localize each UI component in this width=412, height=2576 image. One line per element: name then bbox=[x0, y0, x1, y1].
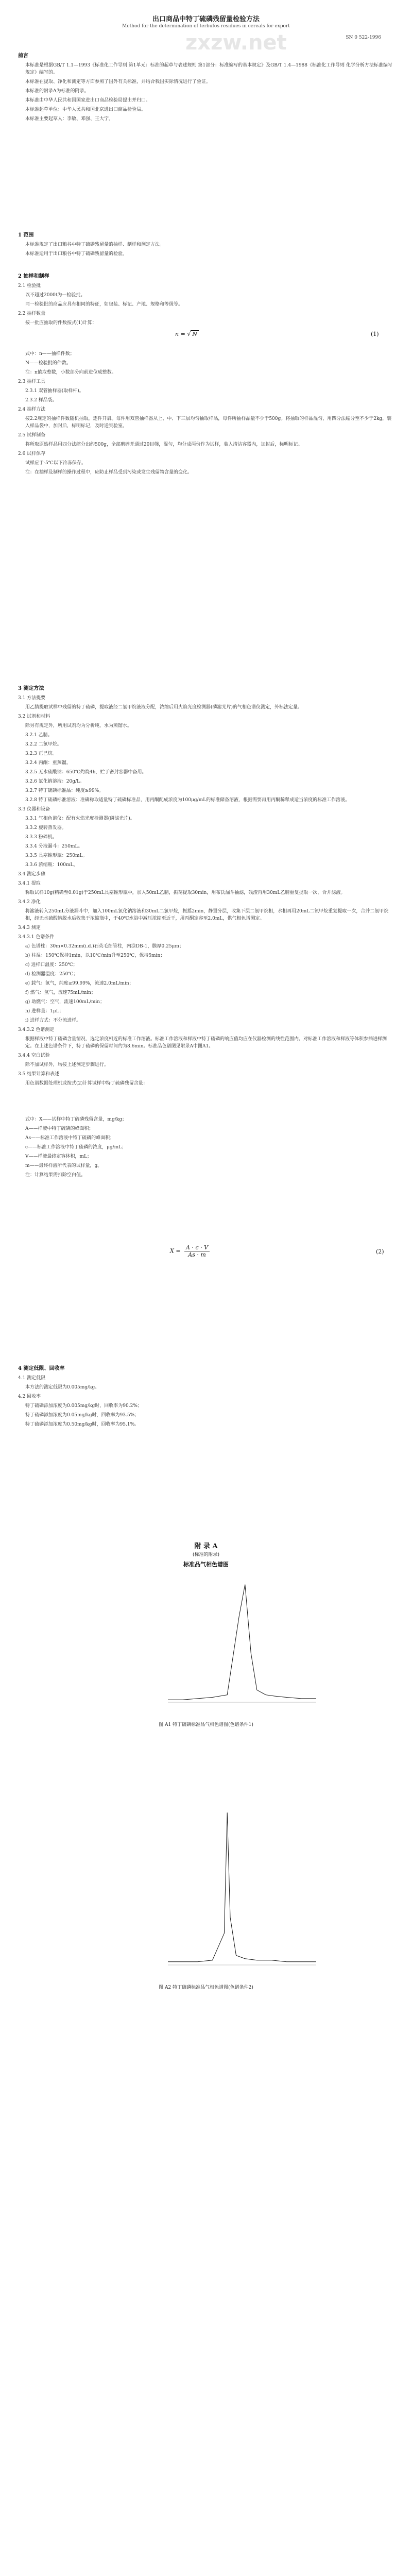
section-paragraph: A——样液中特丁硫磷的峰面积； bbox=[25, 1126, 94, 1131]
section-paragraph: m——最终样液所代表的试样量，g。 bbox=[25, 1163, 102, 1168]
section-paragraph: 3.2.3 正己烷。 bbox=[25, 751, 57, 756]
section-paragraph: N——检验批的件数。 bbox=[25, 361, 71, 366]
section-paragraph: 3.3.5 具塞锥形瓶：250mL。 bbox=[25, 853, 88, 858]
section-paragraph: c——标准工作溶液中特丁硫磷的浓度，μg/mL； bbox=[25, 1145, 127, 1150]
formula-number: (1) bbox=[371, 331, 379, 337]
section-paragraph: e) 载气：氮气，纯度≥99.99%，流速2.0mL/min； bbox=[25, 981, 134, 986]
section-paragraph: 特丁硫磷添加浓度为0.50mg/kg时，回收率为95.1%。 bbox=[25, 1422, 140, 1427]
section-paragraph: 根据样液中特丁硫磷含量情况，选定浓度相近的标准工作溶液。标准工作溶液和样液中特丁硫磷的响应值均应在仪器检测的线性范围内。对标准工作溶液和样液等体积参插进样测定。在上述色谱条件下，特丁硫磷的保留时间约为8.6min。标准品色谱图见附录A中图A1。 bbox=[25, 1037, 387, 1049]
section-recovery bbox=[18, 1360, 394, 1430]
chromatogram-trace bbox=[168, 1812, 316, 1962]
section-paragraph: 3.3 仪器和设备 bbox=[18, 807, 50, 812]
section-paragraph: b) 柱温：150℃保持1min，以10℃/min升至250℃，保持5min； bbox=[25, 953, 165, 958]
section-paragraph: c) 进样口温度：250℃； bbox=[25, 962, 78, 968]
section-paragraph: 按一批应抽取的件数按式(1)计算： bbox=[25, 320, 97, 326]
formula-sample-count: n = √ N (1) bbox=[175, 331, 379, 337]
section-paragraph: 3.2.2 二氯甲烷。 bbox=[25, 742, 62, 747]
formula-fraction bbox=[184, 1244, 210, 1258]
section-paragraph: As——标准工作溶液中特丁硫磷的峰面积； bbox=[25, 1136, 115, 1141]
section-paragraph: 2.6 试样保存 bbox=[18, 451, 46, 456]
section-paragraph: 本标准适用于出口粮谷中特丁硫磷残留量的检验。 bbox=[25, 251, 128, 257]
section-paragraph: 用乙腈提取试样中残留的特丁硫磷，提取液经二氯甲烷液液分配，浓缩后用火焰光度检测器(磷滤光片)的气相色谱仪测定，外标法定量。 bbox=[25, 705, 303, 710]
section-paragraph: 特丁硫磷添加浓度为0.05mg/kg时，回收率为93.5%； bbox=[25, 1413, 140, 1418]
section-paragraph: 3.3.2 旋转蒸发器。 bbox=[25, 825, 66, 831]
formula-radicand: N bbox=[191, 330, 199, 337]
figure-1-caption: 图 A1 特丁硫磷标准品气相色谱图(色谱条件1) bbox=[159, 1722, 253, 1727]
section-sampling bbox=[18, 268, 394, 478]
formula-numerator: A · c · V bbox=[184, 1244, 210, 1251]
section-paragraph: f) 燃气：氢气，流速75mL/min； bbox=[25, 990, 96, 995]
section-paragraph: h) 进样量：1μL； bbox=[25, 1009, 64, 1014]
foreword-paragraph: 本标准是根据GB/T 1.1—1993《标准化工作导则 第1单元：标准的起草与表述规则 第1部分：标准编写的基本规定》及GB/T 1.4—1988《标准化工作导则 化学分析方法标准编写规定》编写的。 bbox=[25, 63, 392, 75]
section-heading: 1 范围 bbox=[18, 232, 34, 238]
section-heading: 2 抽样和制样 bbox=[18, 274, 49, 279]
section-paragraph: 3.5 结果计算和表述 bbox=[18, 1072, 60, 1077]
section-paragraph: a) 色谱柱：30m×0.32mm(i.d.)石英毛细管柱，内涂DB-1，膜厚0.25μm； bbox=[25, 944, 184, 949]
section-paragraph: 3.4.1 提取 bbox=[18, 881, 41, 886]
annex-chart-title: 标准品气相色谱图 bbox=[183, 1561, 229, 1568]
section-paragraph: 用色谱数据处理机或按式(2)计算试样中特丁硫磷残留含量： bbox=[25, 1081, 148, 1086]
formula-lhs: n = bbox=[175, 331, 185, 337]
section-paragraph: V——样液最终定容体积，mL； bbox=[25, 1154, 92, 1159]
section-paragraph: 式中：X——试样中特丁硫磷残留含量，mg/kg； bbox=[25, 1117, 127, 1122]
section-paragraph: 3.2.7 特丁硫磷标准品：纯度≥99%。 bbox=[25, 788, 104, 793]
section-paragraph: 3.1 方法提要 bbox=[18, 696, 46, 701]
section-paragraph: 3.4.3.2 色谱测定 bbox=[18, 1027, 55, 1032]
section-paragraph: g) 助燃气：空气，流速100mL/min； bbox=[25, 999, 105, 1005]
section-scope bbox=[18, 227, 394, 260]
foreword-section bbox=[18, 47, 394, 125]
section-paragraph: 2.1 检验批 bbox=[18, 283, 41, 289]
chromatogram-figure-1 bbox=[165, 1577, 319, 1705]
section-paragraph: 注：计算结果需扣除空白值。 bbox=[25, 1173, 86, 1178]
section-heading: 4 测定低限、回收率 bbox=[18, 1366, 65, 1371]
section-paragraph: 2.3.2 样品袋。 bbox=[25, 398, 57, 403]
section-paragraph: 3.4.4 空白试验 bbox=[18, 1053, 50, 1058]
section-paragraph: 4.1 测定低限 bbox=[18, 1376, 46, 1381]
section-paragraph: 2.3.1 双管抽样器(取样杆)。 bbox=[25, 388, 84, 394]
section-paragraph: 3.2.8 特丁硫磷标准溶液：准确称取适量特丁硫磷标准品，用丙酮配成浓度为100μg/mL的标准储备溶液，根据需要再用丙酮稀释成适当浓度的标准工作溶液。 bbox=[25, 798, 350, 803]
section-paragraph: 3.3.6 浓缩瓶：100mL。 bbox=[25, 862, 78, 868]
section-paragraph: 3.2.5 无水硫酸钠：650℃灼烧4h，贮于密封容器中备用。 bbox=[25, 770, 147, 775]
section-paragraph: 2.2 抽样数量 bbox=[18, 311, 46, 316]
section-paragraph: 3.3.3 粉碎机。 bbox=[25, 835, 57, 840]
chromatogram-1-svg bbox=[165, 1577, 319, 1705]
section-paragraph: 式中：n——抽样件数； bbox=[25, 351, 75, 357]
section-paragraph: 将所取原始样品用四分法缩分出约500g，全部磨碎并通过20目筛，混匀，均分成两份作为试样，装入清洁容器内，加封后，标明标记。 bbox=[25, 442, 303, 447]
section-paragraph: 称取试样10g(精确至0.01g)于250mL具塞锥形瓶中，加入50mL乙腈，振荡提取30min，用布氏漏斗抽滤，残渣再用30mL乙腈重复提取一次，合并滤液。 bbox=[25, 890, 346, 895]
section-paragraph: 试样应于-5℃以下冷冻保存。 bbox=[25, 461, 86, 466]
section-paragraph: 除不加试样外，均按上述测定步骤进行。 bbox=[25, 1062, 109, 1067]
foreword-paragraph: 本标准起草单位：中华人民共和国北京进出口商品检验局。 bbox=[25, 107, 146, 112]
foreword-paragraph: 本标准的附录A为标准的附录。 bbox=[25, 89, 89, 94]
foreword-paragraph: 本标准主要起草人：李敏、邓强、王大宁。 bbox=[25, 116, 114, 122]
watermark-text: zxzw.net bbox=[185, 31, 287, 55]
section-paragraph: 3.2 试剂和材料 bbox=[18, 714, 50, 719]
section-paragraph: 2.5 试样制备 bbox=[18, 433, 46, 438]
formula-residue-content bbox=[170, 1244, 384, 1258]
section-paragraph: 以不超过2000t为一检验批。 bbox=[25, 293, 85, 298]
section-paragraph: 3.2.6 氯化钠溶液：20g/L。 bbox=[25, 779, 84, 784]
annex-subtitle: (标准的附录) bbox=[192, 1552, 220, 1557]
formula-number: (2) bbox=[376, 1248, 384, 1255]
section-paragraph: 按2.2规定的抽样件数随机抽取，逐件开启。每件用双管抽样器从上、中、下三层均匀抽取样品，每件所抽样品量不少于500g。将抽取的样品混匀，用四分法缩分至不少于2kg，装入样品袋中，加封后，标明标记，及时送实验室。 bbox=[25, 416, 392, 429]
formula-lhs: X = bbox=[170, 1247, 181, 1255]
section-paragraph: 本方法的测定低限为0.005mg/kg。 bbox=[25, 1385, 100, 1390]
section-paragraph: 3.4.3 测定 bbox=[18, 925, 41, 930]
section-paragraph: 2.4 抽样方法 bbox=[18, 407, 46, 412]
section-heading: 3 测定方法 bbox=[18, 686, 44, 691]
section-paragraph: 3.4.2 净化 bbox=[18, 900, 41, 905]
section-paragraph: 本标准规定了出口粮谷中特丁硫磷残留量的抽样、制样和测定方法。 bbox=[25, 242, 165, 247]
chromatogram-figure-2 bbox=[165, 1803, 319, 1968]
foreword-paragraph: 本标准在提取、净化和测定等方面参照了国外有关标准，并结合我国实际情况进行了验证。 bbox=[25, 79, 211, 84]
section-method bbox=[18, 680, 394, 1181]
section-paragraph: d) 检测器温度：250℃； bbox=[25, 972, 78, 977]
section-paragraph: 注：n值取整数，小数部分向前进位成整数。 bbox=[25, 370, 116, 375]
section-paragraph: 4.2 回收率 bbox=[18, 1394, 41, 1399]
section-paragraph: 特丁硫磷添加浓度为0.005mg/kg时，回收率为90.2%； bbox=[25, 1403, 142, 1409]
section-paragraph: 将滤液转入250mL分液漏斗中，加入100mL氯化钠溶液和30mL二氯甲烷，振摇2min，静置分层，收集下层二氯甲烷相，水相再用20mL二氯甲烷重复提取一次，合并二氯甲烷相，经无水硫酸钠脱水后收集于浓缩瓶中，于40℃水浴中减压浓缩至近干，用丙酮定容至2.0mL，供气相色谱测定。 bbox=[25, 909, 389, 921]
figure-2-caption: 图 A2 特丁硫磷标准品气相色谱图(色谱条件2) bbox=[159, 1985, 253, 1990]
standard-number: SN 0 522-1996 bbox=[346, 35, 381, 40]
section-paragraph: 同一检验批的商品应具有相同的特征，如包装、标记、产地、规格和等级等。 bbox=[25, 302, 183, 307]
section-paragraph: 3.2.4 丙酮：重蒸馏。 bbox=[25, 760, 71, 766]
chromatogram-2-svg bbox=[165, 1803, 319, 1968]
section-paragraph: 3.4.3.1 色谱条件 bbox=[18, 935, 55, 940]
section-paragraph: 3.4 测定步骤 bbox=[18, 872, 46, 877]
section-paragraph: 2.3 抽样工具 bbox=[18, 379, 46, 384]
foreword-heading: 前言 bbox=[18, 53, 28, 59]
document-title: 出口商品中特丁硫磷残留量检验方法 bbox=[152, 15, 260, 23]
formula-denominator: As · m bbox=[188, 1251, 206, 1258]
chromatogram-trace bbox=[168, 1585, 316, 1700]
section-paragraph: i) 进样方式：不分流进样。 bbox=[25, 1018, 81, 1023]
foreword-paragraph: 本标准由中华人民共和国国家进出口商品检验局提出并归口。 bbox=[25, 98, 151, 103]
document-title-english: Method for the determination of terbufos residues in cereals for export bbox=[122, 24, 290, 29]
section-paragraph: 3.3.1 气相色谱仪：配有火焰光度检测器(磷滤光片)。 bbox=[25, 816, 135, 821]
section-paragraph: 3.2.1 乙腈。 bbox=[25, 733, 53, 738]
annex-title: 附 录 A bbox=[194, 1543, 218, 1550]
section-paragraph: 除另有规定外，所用试剂均为分析纯，水为蒸馏水。 bbox=[25, 723, 132, 728]
section-paragraph: 注：在抽样及制样的操作过程中，应防止样品受到污染或发生残留物含量的变化。 bbox=[25, 470, 193, 475]
section-paragraph: 3.3.4 分液漏斗：250mL。 bbox=[25, 844, 83, 849]
